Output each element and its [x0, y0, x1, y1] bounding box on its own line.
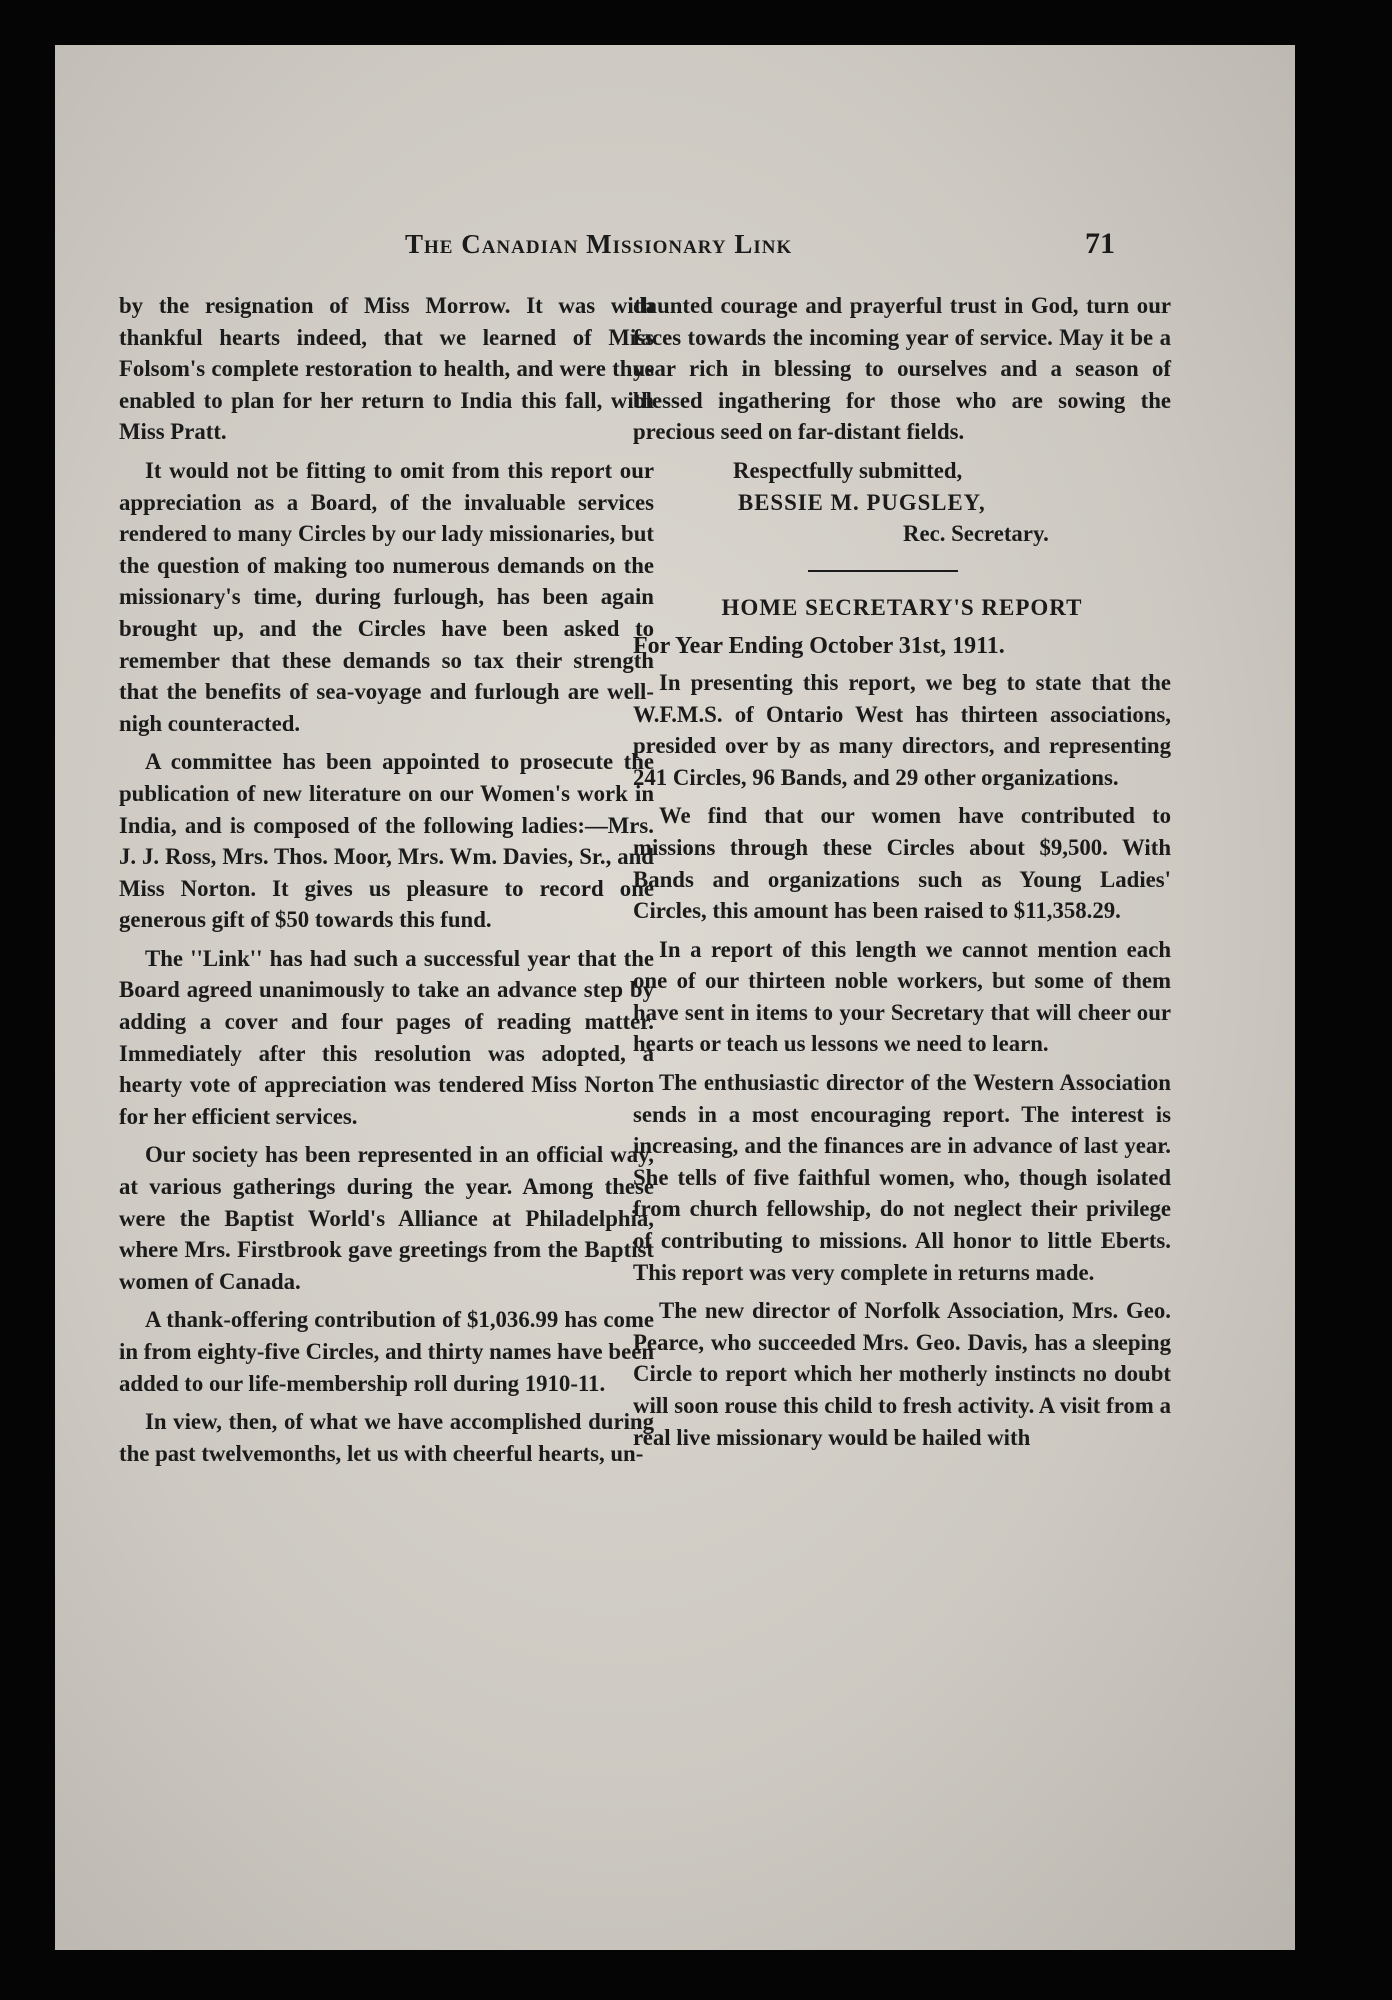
paragraph: Our society has been represented in an official way, at various gatherings during the year. Among these were the Baptist World's Alliance at Philadelphia, where Mrs. Firstbrook gave greetings from the Baptist women of Canada.	[119, 1142, 654, 1294]
section-subtitle: For Year Ending October 31st, 1911.	[633, 633, 1005, 660]
book-page	[55, 45, 1295, 1950]
page-number: 71	[1085, 227, 1115, 260]
right-column	[633, 290, 1171, 1460]
paragraph: In view, then, of what we have accomplished during the past twelvemonths, let us with cheerful hearts, un-	[119, 1409, 654, 1466]
paragraph: In a report of this length we cannot mention each one of our thirteen noble workers, but some of them have sent in items to your Secretary that will cheer our hearts or teach us lessons we need to learn.	[633, 936, 1171, 1057]
paragraph: A thank-offering contribution of $1,036.99 has come in from eighty-five Circles, and thirty names have been added to our life-membership roll during 1910-11.	[119, 1307, 654, 1396]
paragraph: The ''Link'' has had such a successful year that the Board agreed unanimously to take an advance step by adding a cover and four pages of reading matter. Immediately after this resolution was adopted, a hearty vote of appreciation was tendered Miss Norton for her efficient services.	[119, 945, 654, 1129]
paragraph: The enthusiastic director of the Western Association sends in a most encouraging report. The interest is increasing, and the finances are in advance of last year. She tells of five faithful women, who, though isolated from church fellowship, do not neglect their privilege of contributing to missions. All honor to little Eberts. This report was very complete in returns made.	[633, 1070, 1171, 1285]
paragraph: daunted courage and prayerful trust in God, turn our faces towards the incoming year of service. May it be a year rich in blessing to ourselves and a season of blessed ingathering for those who are sowing the precious seed on far-distant fields.	[633, 293, 1171, 445]
paragraph: It would not be fitting to omit from this report our appreciation as a Board, of the invaluable services rendered to many Circles by our lady missionaries, but the question of making too numerous demands on the missionary's time, during furlough, has been again brought up, and the Circles have been asked to remember that these demands so tax their strength that the benefits of sea-voyage and furlough are well-nigh counteracted.	[119, 457, 654, 736]
page-header	[55, 227, 1295, 277]
sign-off: Respectfully submitted,	[733, 457, 963, 483]
signer-name: BESSIE M. PUGSLEY,	[738, 489, 986, 515]
left-column	[119, 290, 654, 1476]
paragraph: We find that our women have contributed to missions through these Circles about $9,500. With Bands and organizations such as Young Ladies' Circles, this amount has been raised to $11,358.29.	[633, 803, 1171, 924]
section-title: HOME SECRETARY'S REPORT	[721, 594, 1083, 620]
signature-block	[633, 455, 1171, 550]
section-divider	[808, 570, 958, 572]
running-title: The Canadian Missionary Link	[405, 229, 793, 259]
paragraph: The new director of Norfolk Association, Mrs. Geo. Pearce, who succeeded Mrs. Geo. Davis, has a sleeping Circle to report which her motherly instincts no doubt will soon rouse this child to fresh activity. A visit from a real live missionary would be hailed with	[633, 1298, 1171, 1450]
paragraph: A committee has been appointed to prosecute the publication of new literature on our Women's work in India, and is composed of the following ladies:—Mrs. J. J. Ross, Mrs. Thos. Moor, Mrs. Wm. Davies, Sr., and Miss Norton. It gives us pleasure to record one generous gift of $50 towards this fund.	[119, 749, 654, 933]
paragraph: by the resignation of Miss Morrow. It was with thankful hearts indeed, that we learned of Miss Folsom's complete restoration to health, and were thus enabled to plan for her return to India this fall, with Miss Pratt.	[119, 293, 654, 445]
signer-title: Rec. Secretary.	[903, 521, 1049, 547]
paragraph: In presenting this report, we beg to state that the W.F.M.S. of Ontario West has thirteen associations, presided over by as many directors, and representing 241 Circles, 96 Bands, and 29 other organizations.	[633, 669, 1171, 790]
